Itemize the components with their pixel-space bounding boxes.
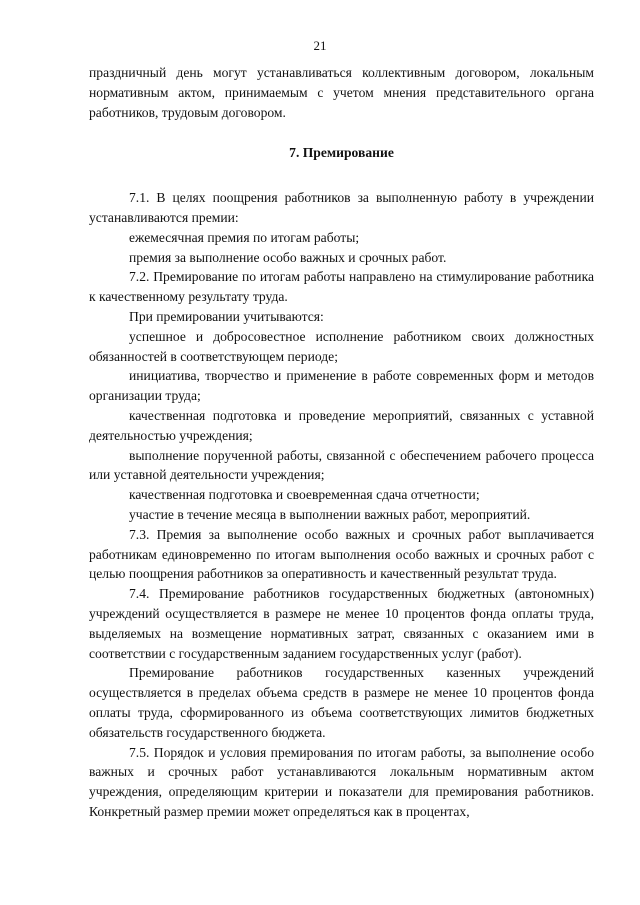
list-item: выполнение порученной работы, связанной с обеспечением рабочего процесса или уставной деятельности учреждения; bbox=[89, 447, 594, 483]
paragraph-7-2: 7.2. Премирование по итогам работы направлено на стимулирование работника к качественному результату труда. bbox=[89, 269, 594, 305]
list-item: качественная подготовка и своевременная сдача отчетности; bbox=[129, 487, 480, 503]
paragraph-7-1: 7.1. В целях поощрения работников за выполненную работу в учреждении устанавливаются премии: bbox=[89, 190, 594, 225]
page-number: 21 bbox=[313, 38, 327, 53]
list-item: премия за выполнение особо важных и срочных работ. bbox=[129, 249, 447, 265]
intro-paragraph: праздничный день могут устанавливаться коллективным договором, локальным нормативным актом, принимаемым с учетом мнения представительного органа работников, трудовым договором. bbox=[89, 65, 594, 120]
paragraph-7-3: 7.3. Премия за выполнение особо важных и срочных работ выплачивается работникам единовременно по итогам выполнения особо важных и срочных работ с целью поощрения работников за оперативность и качественный результат труда. bbox=[89, 526, 594, 582]
list-item: качественная подготовка и проведение мероприятий, связанных с уставной деятельностью учреждения; bbox=[89, 407, 594, 443]
section-heading: 7. Премирование bbox=[289, 145, 394, 161]
list-item: участие в течение месяца в выполнении важных работ, мероприятий. bbox=[129, 506, 531, 522]
list-item: успешное и добросовестное исполнение работником своих должностных обязанностей в соответствующем периоде; bbox=[89, 328, 594, 364]
paragraph-7-2-lead: При премировании учитываются: bbox=[129, 308, 324, 324]
list-item: инициатива, творчество и применение в работе современных форм и методов организации труда; bbox=[89, 368, 594, 404]
list-item: ежемесячная премия по итогам работы; bbox=[129, 229, 360, 245]
paragraph-7-5: 7.5. Порядок и условия премирования по итогам работы, за выполнение особо важных и срочных работ устанавливаются локальным нормативным актом учреждения, определяющим критерии и показатели для премирования работников. Конкретный размер премии может определяться как в процентах, bbox=[89, 744, 594, 819]
paragraph-7-4: 7.4. Премирование работников государственных бюджетных (автономных) учреждений осуществляется в размере не менее 10 процентов фонда оплаты труда, выделяемых на возмещение нормативных затрат, связанных с оказанием ими в соответствии с государственным заданием государственных услуг (работ). bbox=[89, 586, 594, 661]
paragraph-7-4-continued: Премирование работников государственных казенных учреждений осуществляется в пределах объема средств в размере не менее 10 процентов фонда оплаты труда, сформированного из объема соответствующих лимитов бюджетных обязательств государственного бюджета. bbox=[89, 665, 594, 740]
document-body bbox=[89, 63, 594, 822]
